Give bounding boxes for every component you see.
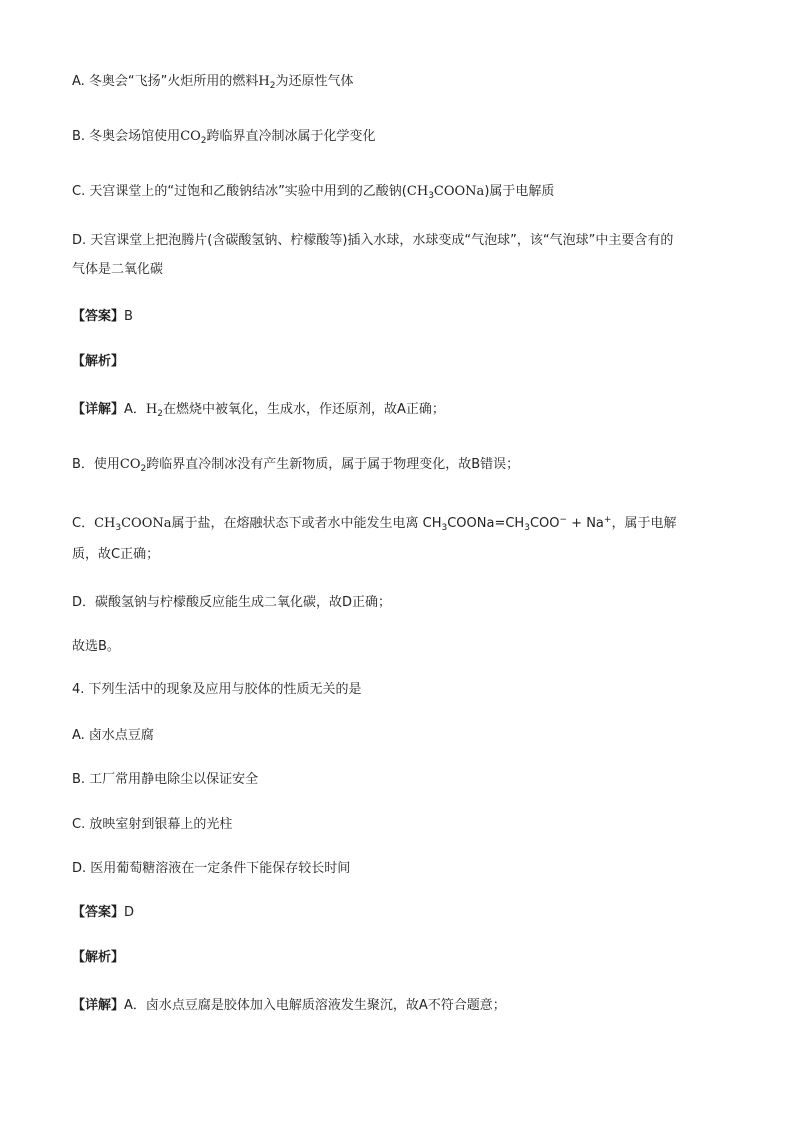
subscript: 2 (269, 81, 276, 91)
subscript: 3 (524, 523, 530, 533)
subscript: 3 (428, 191, 434, 201)
subscript: 2 (157, 409, 163, 419)
subscript: 2 (200, 136, 207, 146)
formula-part: COONa (121, 516, 172, 531)
formula-co2: CO (119, 457, 141, 472)
option-b-suffix: 跨临界直冷制冰属于化学变化 (206, 129, 376, 144)
detail-b-text: 跨临界直冷制冰没有产生新物质，属于属于物理变化，故B错误； (146, 457, 520, 472)
q4-analysis-label: 【解析】 (72, 950, 125, 965)
option-c-text: C. 天宫课堂上的“过饱和乙酸钠结冰”实验中用到的乙酸钠( (72, 184, 407, 199)
formula-part: COONa (433, 184, 485, 199)
option-c-suffix: )属于电解质 (484, 184, 555, 199)
answer (72, 307, 133, 327)
q4-answer (72, 903, 134, 923)
detail-label: 【详解】 (72, 998, 125, 1013)
detail-a-prefix: A． (124, 402, 146, 417)
detail-d: D．碳酸氢钠与柠檬酸反应能生成二氧化碳，故D正确； (72, 595, 392, 610)
detail-c-prefix: C． (72, 516, 95, 531)
detail-a-text: 在燃烧中被氧化，生成水，作还原剂，故A正确； (163, 402, 445, 417)
option-a-text: A. 冬奥会“飞扬”火炬所用的燃料 (72, 74, 259, 89)
q4-detail-a (72, 996, 506, 1016)
formula-part: COO (529, 516, 560, 531)
detail-a (72, 400, 445, 424)
q4-option-c: C. 放映室射到银幕上的光柱 (72, 817, 233, 832)
formula-part: CH (94, 516, 116, 531)
answer-value: D (124, 905, 135, 920)
option-b (72, 127, 376, 151)
superscript: + (603, 515, 612, 525)
q4-option-a: A. 卤水点豆腐 (72, 728, 154, 743)
detail-b (72, 455, 519, 479)
option-b-text: B. 冬奥会场馆使用 (72, 129, 181, 144)
answer-value: B (124, 309, 133, 324)
conclusion: 故选B。 (72, 639, 120, 654)
option-d-line1: D. 天宫课堂上把泡腾片(含碳酸氢钠、柠檬酸等)插入水球，水球变成“气泡球”，该“气泡球”中主要含有的 (72, 233, 674, 248)
formula-h2: H (258, 74, 270, 89)
detail-c-line1 (72, 510, 676, 538)
formula-part: + Na (567, 516, 604, 531)
detail-c-line2: 质，故C正确； (72, 547, 160, 562)
subscript: 3 (441, 523, 448, 533)
detail-c-suffix: ，属于电解 (611, 516, 677, 531)
option-d-line2: 气体是二氧化碳 (72, 262, 164, 277)
superscript: − (559, 515, 568, 525)
detail-label: 【详解】 (72, 402, 125, 417)
q4-option-b: B. 工厂常用静电除尘以保证安全 (72, 772, 259, 787)
answer-label: 【答案】 (72, 905, 125, 920)
analysis-label: 【解析】 (72, 354, 125, 369)
option-c (72, 182, 554, 206)
answer-label: 【答案】 (72, 309, 125, 324)
detail-b-prefix: B．使用 (72, 457, 120, 472)
question-4-stem: 4. 下列生活中的现象及应用与胶体的性质无关的是 (72, 682, 362, 697)
formula-co2: CO (180, 129, 201, 144)
subscript: 2 (140, 464, 147, 474)
formula-h2: H (145, 402, 158, 417)
formula-ch3coona: CH (406, 184, 429, 199)
option-a (72, 72, 354, 96)
q4-detail-a-text: A．卤水点豆腐是胶体加入电解质溶液发生聚沉，故A不符合题意； (124, 998, 506, 1013)
subscript: 3 (115, 523, 122, 533)
q4-option-d: D. 医用葡萄糖溶液在一定条件下能保存较长时间 (72, 861, 351, 876)
option-a-suffix: 为还原性气体 (275, 74, 354, 89)
detail-c-text: 属于盐，在熔融状态下或者水中能发生电离 CH (171, 516, 442, 531)
formula-part: COONa=CH (447, 516, 525, 531)
